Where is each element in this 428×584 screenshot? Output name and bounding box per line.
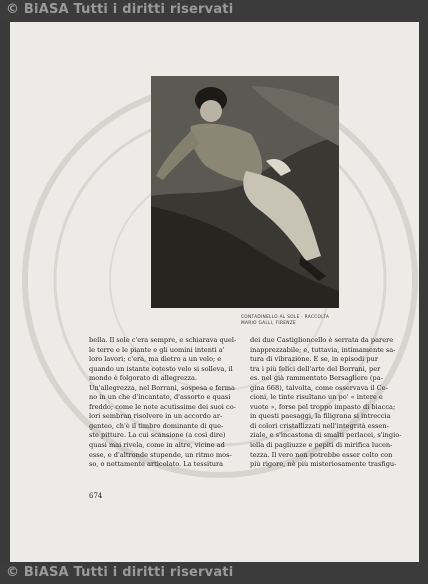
text-line: lori sembran risolvere in un accordo ar- bbox=[89, 412, 223, 421]
text-line: ste pitture. La cui scansione (a così dire) bbox=[89, 431, 226, 440]
text-line: in questi paesaggi, la filigrana si intreccia bbox=[250, 412, 391, 421]
text-line: di colori cristallizzati nell'integrità essen- bbox=[250, 421, 389, 430]
text-line: più rigore, nè più misteriosamente trasfigu- bbox=[250, 460, 397, 469]
text-line: freddo; come le note acutissime dei suoi co- bbox=[89, 402, 236, 411]
text-line: cioni, le tinte risultano un po' « intere e bbox=[250, 393, 383, 402]
text-line: le terre e le piante e gli uomini intenti a' bbox=[89, 345, 225, 354]
text-line: gina 668), talvolta, come osservava il Ce- bbox=[250, 383, 388, 392]
photo-caption bbox=[241, 315, 341, 327]
text-line: quasi mai rivela, come in altre, vicine ad bbox=[89, 441, 225, 450]
text-line: tra i più felici dell'arte del Borrani, per bbox=[250, 364, 381, 373]
caption-line: MARIO GALLI, FIRENZE bbox=[241, 321, 297, 326]
text-column-right bbox=[250, 336, 404, 470]
page-number: 674 bbox=[89, 492, 103, 500]
text-line: inapprezzabile; e, tuttavia, intimamente sa- bbox=[250, 345, 396, 354]
text-line: no in un che d'incantato, d'assorto e quasi bbox=[89, 393, 231, 402]
text-line: esse, e d'altronde stupende, un ritmo mos- bbox=[89, 450, 232, 459]
text-line: Un'allegrezza, nel Borrani, sospesa e ferma bbox=[89, 383, 235, 392]
text-line: genteo, ch'è il timbro dominante di que- bbox=[89, 421, 224, 430]
text-line: loro lavori; c'era, ma dietro a un velo; e bbox=[89, 355, 222, 364]
text-line: bella. Il sole c'era sempre, e schiarava quel- bbox=[89, 336, 237, 344]
text-line: es. nel già rammentato Bersagliere (pa- bbox=[250, 374, 383, 383]
text-line: tura di vibrazione. E se, in episodi pur bbox=[250, 355, 379, 364]
text-line: tezza. Il vero non potrebbe esser colto con bbox=[250, 450, 393, 459]
watermark-top: © BiASA Tutti i diritti riservati bbox=[6, 2, 234, 17]
text-line: vuote », forse pel troppo impasto di biacca; bbox=[250, 402, 396, 411]
text-line: dei due Castiglioncello è serrata da parere bbox=[250, 336, 394, 344]
caption-line: CONTADINELLO AL SOLE · RACCOLTA bbox=[241, 315, 330, 320]
text-line: ziale, e s'incastona di smalti perlacei, s'ingio- bbox=[250, 431, 402, 440]
watermark-bottom: © BiASA Tutti i diritti riservati bbox=[6, 565, 234, 580]
photograph-boy-in-sun bbox=[151, 76, 339, 308]
text-line: mondo è folgorato di allegrezza. bbox=[89, 374, 197, 383]
text-line: iella di pagliuzze e pepiti di mirifica lucen- bbox=[250, 441, 393, 450]
text-line: quando un istante cotesto velo si solleva, il bbox=[89, 364, 233, 373]
text-line: so, o nettamente articolato. La tessitura bbox=[89, 460, 224, 469]
text-column-left bbox=[89, 336, 242, 470]
